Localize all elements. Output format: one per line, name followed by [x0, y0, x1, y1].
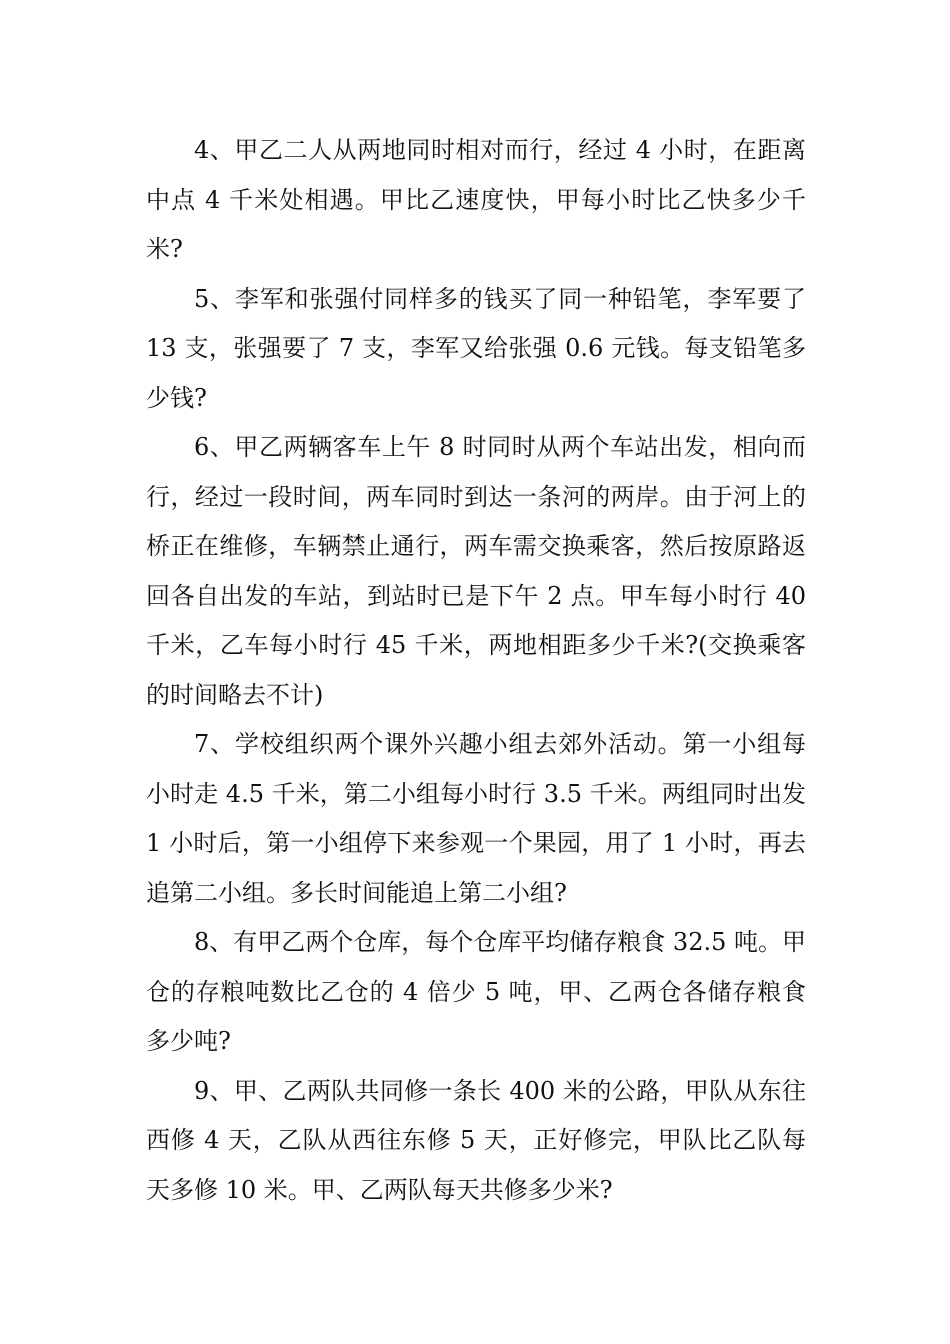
problem-8: 8、有甲乙两个仓库，每个仓库平均储存粮食 32.5 吨。甲仓的存粮吨数比乙仓的 4 倍少 5 吨，甲、乙两仓各储存粮食多少吨? — [146, 928, 806, 1055]
problem-5: 5、李军和张强付同样多的钱买了同一种铅笔，李军要了 13 支，张强要了 7 支，李军又给张强 0.6 元钱。每支铅笔多少钱? — [146, 284, 806, 412]
problem-7: 7、学校组织两个课外兴趣小组去郊外活动。第一小组每小时走 4.5 千米，第二小组每小时行 3.5 千米。两组同时出发 1 小时后，第一小组停下来参观一个果园，用了 1 小时，再去追第二小组。多长时间能追上第二小组? — [146, 730, 806, 907]
problem-4: 4、甲乙二人从两地同时相对而行，经过 4 小时，在距离中点 4 千米处相遇。甲比乙速度快，甲每小时比乙快多少千米? — [146, 136, 806, 263]
problem-list — [146, 126, 806, 1215]
problem-6: 6、甲乙两辆客车上午 8 时同时从两个车站出发，相向而行，经过一段时间，两车同时到达一条河的两岸。由于河上的桥正在维修，车辆禁止通行，两车需交换乘客，然后按原路返回各自出发的车站，到站时已是下午 2 点。甲车每小时行 40 千米，乙车每小时行 45 千米，两地相距多少千米?(交换乘客的时间略去不计) — [146, 433, 806, 709]
problem-9: 9、甲、乙两队共同修一条长 400 米的公路，甲队从东往西修 4 天，乙队从西往东修 5 天，正好修完，甲队比乙队每天多修 10 米。甲、乙两队每天共修多少米? — [146, 1076, 806, 1204]
